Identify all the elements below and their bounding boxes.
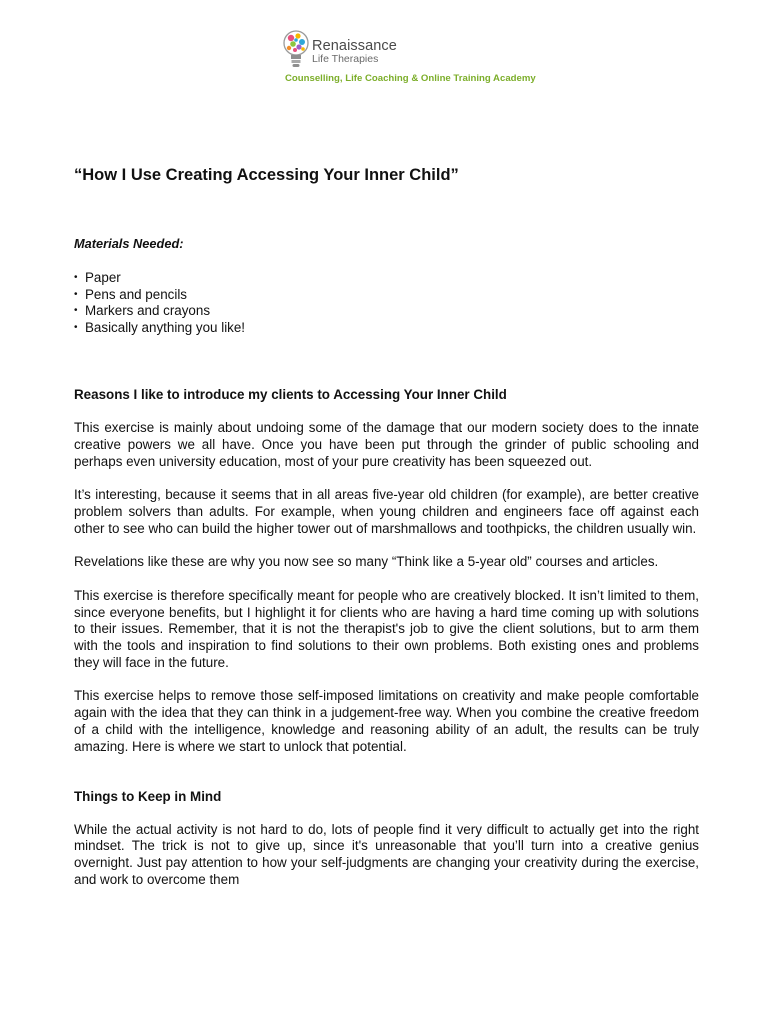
list-item: • Basically anything you like! (74, 320, 699, 337)
paragraph: This exercise helps to remove those self-imposed limitations on creativity and make people comfortable again with the idea that they can think in a judgement-free way. When you combine the creative freedom of a child with the intelligence, knowledge and reasoning ability of an adult, the results can be truly amazing. Here is where we start to unlock that potential. (74, 688, 699, 754)
paragraph: It’s interesting, because it seems that in all areas five-year old children (for example), are better creative problem solvers than adults. For example, when young children and engineers face off against each other to see who can build the higher tower out of marshmallows and toothpicks, the children usually win. (74, 487, 699, 536)
materials-label: Materials Needed: (74, 236, 184, 251)
list-item: • Pens and pencils (74, 287, 699, 304)
brand-tagline: Counselling, Life Coaching & Online Training Academy (285, 73, 536, 84)
paragraph: Revelations like these are why you now see so many “Think like a 5-year old” courses and articles. (74, 554, 659, 570)
section-heading-reasons: Reasons I like to introduce my clients to Accessing Your Inner Child (74, 387, 507, 403)
document-title: “How I Use Creating Accessing Your Inner Child” (74, 166, 459, 184)
section-heading-things-to-keep-in-mind: Things to Keep in Mind (74, 788, 222, 804)
document-body (74, 165, 699, 889)
brand-name: Renaissance (312, 38, 397, 54)
materials-list (74, 270, 699, 336)
brand-subtitle: Life Therapies (312, 53, 379, 65)
paragraph: This exercise is mainly about undoing some of the damage that our modern society does to the innate creative powers we all have. Once you have been put through the grinder of public schooling and perhaps even university education, most of your pure creativity has been squeezed out. (74, 420, 699, 469)
page-header (282, 28, 582, 88)
list-item: • Markers and crayons (74, 303, 699, 320)
lightbulb-logo-icon (282, 30, 310, 70)
paragraph: This exercise is therefore specifically meant for people who are creatively blocked. It isn’t limited to them, since everyone benefits, but I highlight it for clients who are having a hard time coming up with solutions to their issues. Remember, that it is not the therapist's job to give the client solutions, but to arm them with the tools and inspiration to find solutions to their own problems. Both existing ones and problems they will face in the future. (74, 587, 699, 670)
list-item: • Paper (74, 270, 699, 287)
paragraph: While the actual activity is not hard to do, lots of people find it very difficult to actually get into the right mindset. The trick is not to give up, since it's unreasonable that you’ll turn into a creative genius overnight. Just pay attention to how your self-judgments are changing your creativity during the exercise, and work to overcome them (74, 821, 699, 887)
